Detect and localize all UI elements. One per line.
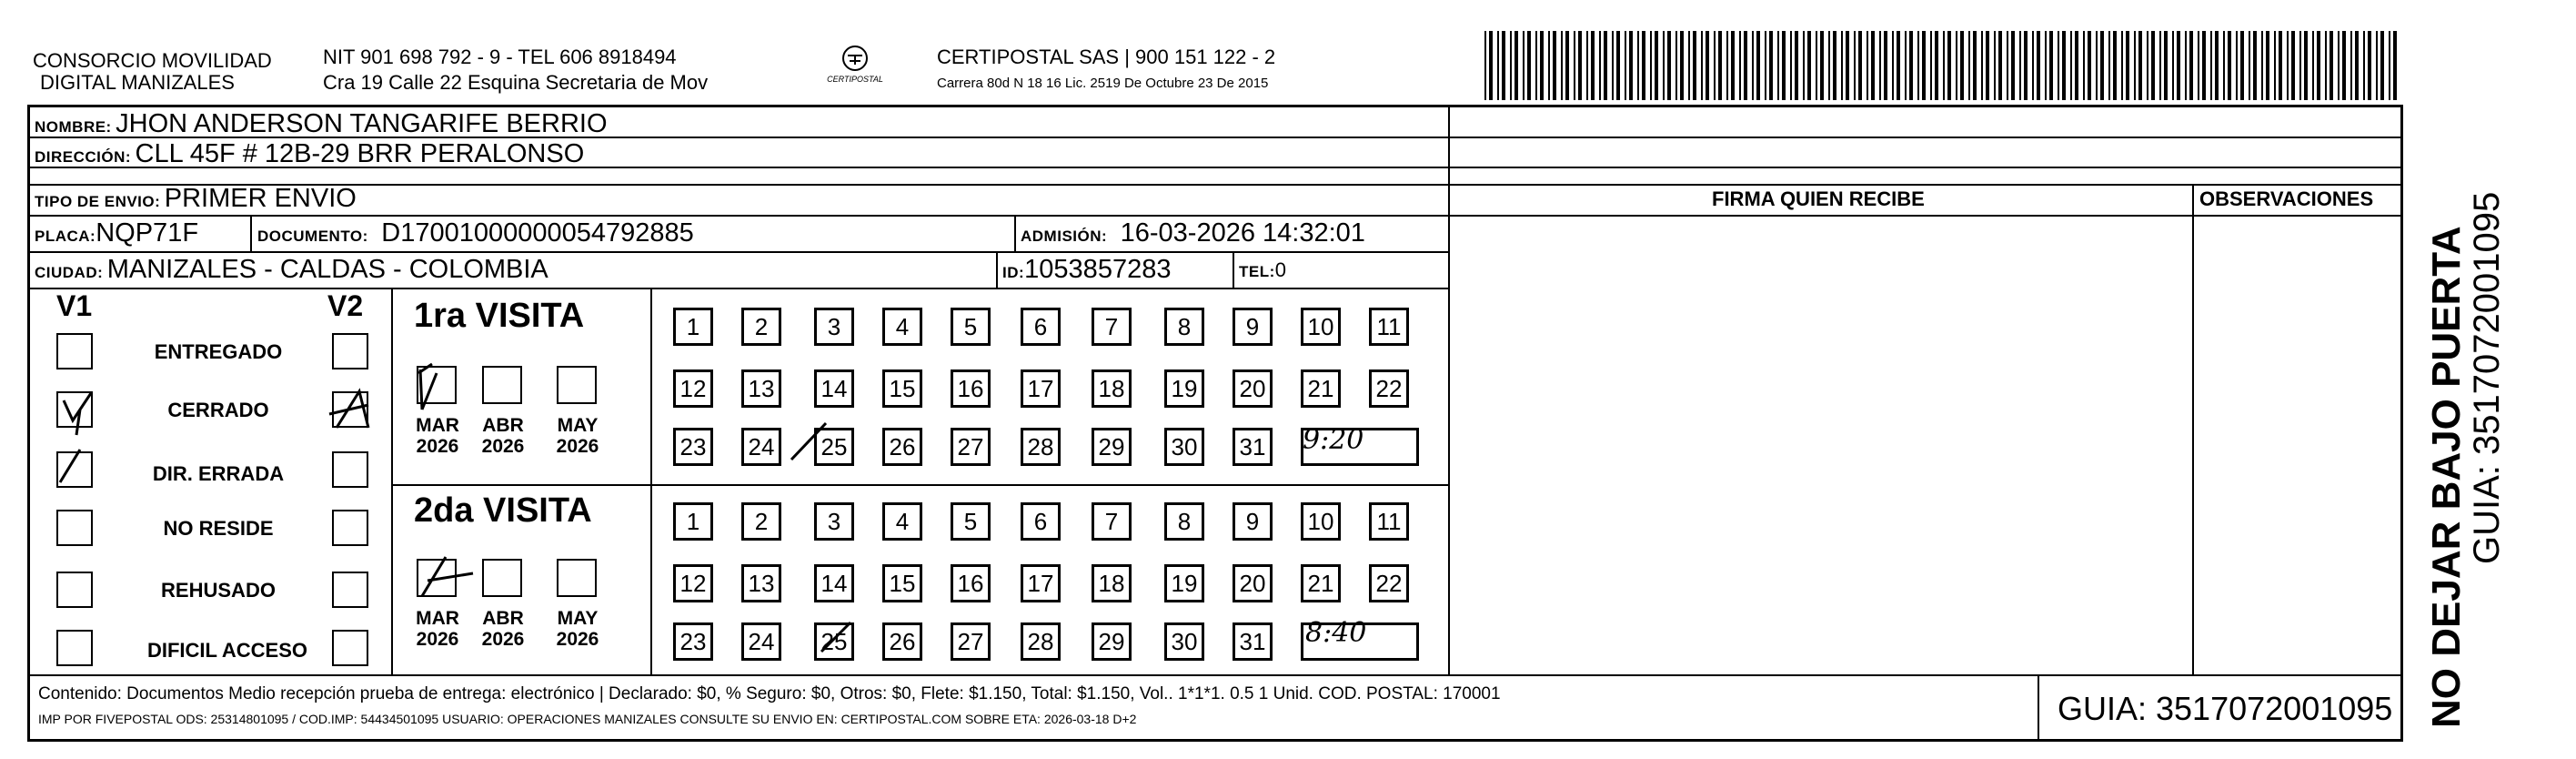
barcode-bar <box>2058 31 2059 100</box>
visit1-day-box[interactable]: 10 <box>1301 308 1341 346</box>
visit1-handwritten-month-mark <box>400 346 473 419</box>
barcode-bar <box>1930 31 1932 100</box>
barcode-bar <box>2215 31 2219 100</box>
barcode-bar <box>2172 31 2174 100</box>
visit2-day-box[interactable]: 20 <box>1233 564 1273 602</box>
id-label: ID: <box>1002 264 1025 281</box>
barcode-bar <box>2164 31 2168 100</box>
barcode-bar <box>1968 31 1970 100</box>
barcode-bar <box>1667 31 1671 100</box>
barcode-bar <box>2380 31 2384 100</box>
visit1-day-box[interactable]: 3 <box>814 308 854 346</box>
barcode-bar <box>2185 31 2187 100</box>
visit2-day-box[interactable]: 24 <box>741 622 781 661</box>
courier-name: CERTIPOSTAL SAS | 900 151 122 - 2 <box>937 46 1276 68</box>
certipostal-logo-icon <box>814 42 896 96</box>
barcode-bar <box>1637 31 1639 100</box>
visit1-day-box[interactable]: 21 <box>1301 369 1341 408</box>
handwritten-status-marks <box>0 0 400 674</box>
barcode-bar <box>2037 31 2040 100</box>
barcode-bar <box>1752 31 1754 100</box>
barcode-bar <box>1714 31 1716 100</box>
barcode-bar <box>1803 31 1805 100</box>
visit2-day-box[interactable]: 16 <box>951 564 991 602</box>
barcode-bar <box>1514 31 1518 100</box>
barcode-bar <box>1718 31 1722 100</box>
ciudad-value: MANIZALES - CALDAS - COLOMBIA <box>106 255 548 284</box>
barcode-bar <box>2138 31 2142 100</box>
barcode-bar <box>1650 31 1652 100</box>
barcode-bar <box>2329 31 2333 100</box>
barcode-bar <box>1807 31 1811 100</box>
barcode-bar <box>1956 31 1957 100</box>
barcode-bar <box>1540 31 1544 100</box>
barcode-bar <box>1680 31 1684 100</box>
visit1-day-box[interactable]: 26 <box>882 428 922 466</box>
barcode-bar <box>1604 31 1607 100</box>
barcode-bar <box>2279 31 2282 100</box>
barcode-bar <box>1871 31 1875 100</box>
visit2-day-box[interactable]: 8 <box>1164 502 1204 541</box>
barcode-bar <box>1523 31 1524 100</box>
barcode-bar <box>1909 31 1913 100</box>
barcode-bar <box>2338 31 2340 100</box>
visit2-month-mar-name: MAR <box>416 608 459 629</box>
visit1-day-box[interactable]: 5 <box>951 308 991 346</box>
barcode-bar <box>2389 31 2390 100</box>
status-rehusado: REHUSADO <box>161 579 276 602</box>
status-cerrado: CERRADO <box>167 399 269 421</box>
barcode-bar <box>1565 31 1569 100</box>
barcode-bar <box>1854 31 1856 100</box>
barcode-bar <box>1502 31 1505 100</box>
visit1-month-abr-name: ABR <box>482 415 524 436</box>
barcode-bar <box>2075 31 2078 100</box>
visit2-day-box[interactable]: 1 <box>673 502 713 541</box>
nombre-value: JHON ANDERSON TANGARIFE BERRIO <box>116 109 608 138</box>
barcode-bar <box>1484 31 1486 100</box>
visit2-day-box[interactable]: 13 <box>741 564 781 602</box>
barcode-bar <box>1994 31 1996 100</box>
barcode-bar <box>1816 31 1817 100</box>
barcode-bar <box>1828 31 1830 100</box>
visit2-day-box[interactable]: 18 <box>1092 564 1132 602</box>
barcode-bar <box>2223 31 2225 100</box>
courier-address: Carrera 80d N 18 16 Lic. 2519 De Octubre 23 De 2015 <box>937 76 1269 91</box>
barcode-bar <box>2121 31 2123 100</box>
barcode-bar <box>2159 31 2161 100</box>
visit1-day-box[interactable]: 30 <box>1164 428 1204 466</box>
visit2-day-box[interactable]: 31 <box>1233 622 1273 661</box>
barcode-bar <box>2083 31 2085 100</box>
footer-guia-number: GUIA: 3517072001095 <box>2058 690 2393 727</box>
visit1-month-may-box[interactable] <box>557 366 597 404</box>
barcode-bar <box>2147 31 2148 100</box>
barcode-bar <box>2096 31 2098 100</box>
visit2-day-box[interactable]: 11 <box>1369 502 1409 541</box>
visit1-day-box[interactable]: 8 <box>1164 308 1204 346</box>
barcode-graphic <box>1484 31 2399 100</box>
direccion-label: DIRECCIÓN: <box>35 148 132 166</box>
admision-field <box>1021 218 1365 248</box>
barcode-bar <box>1897 31 1900 100</box>
barcode-bar <box>1960 31 1964 100</box>
visit2-day-box[interactable]: 6 <box>1021 502 1061 541</box>
barcode-bar <box>1553 31 1556 100</box>
logo-caption: CERTIPOSTAL <box>827 75 883 84</box>
barcode-bar <box>2126 31 2129 100</box>
visit2-handwritten-time: 8:40 <box>1305 617 1367 649</box>
barcode-bar <box>1905 31 1907 100</box>
barcode-bar <box>2312 31 2314 100</box>
visit2-day-box[interactable]: 30 <box>1164 622 1204 661</box>
visit2-day-box[interactable]: 28 <box>1021 622 1061 661</box>
barcode-bar <box>1879 31 1881 100</box>
barcode-bar <box>1527 31 1531 100</box>
id-field <box>1002 255 1171 285</box>
visit1-day-box[interactable]: 27 <box>951 428 991 466</box>
barcode-bar <box>2024 31 2028 100</box>
barcode-bar <box>2100 31 2104 100</box>
barcode-bar <box>1858 31 1862 100</box>
visit1-day-box[interactable]: 15 <box>882 369 922 408</box>
barcode-bar <box>1765 31 1766 100</box>
visit2-month-abr-name: ABR <box>482 608 524 629</box>
barcode-bar <box>1820 31 1824 100</box>
visit1-month-mar <box>409 415 466 457</box>
status-dir-errada: DIR. ERRADA <box>152 462 285 485</box>
visit2-day-box[interactable]: 22 <box>1369 564 1409 602</box>
barcode-bar <box>2177 31 2180 100</box>
barcode-bar <box>1943 31 1945 100</box>
barcode-bar <box>2350 31 2352 100</box>
visit1-day-box[interactable]: 11 <box>1369 308 1409 346</box>
visit2-day-box[interactable]: 26 <box>882 622 922 661</box>
visit1-day-box[interactable]: 24 <box>741 428 781 466</box>
ciudad-label: CIUDAD: <box>35 264 104 281</box>
visit1-day-box[interactable]: 25 <box>814 428 854 466</box>
v1-label: V1 <box>56 289 93 322</box>
footer-contenido: Contenido: Documentos Medio recepción prueba de entrega: electrónico | Declarado: $0, % Seguro: $0, Otros: $0, Flete: $1.150, Total: $1.150, Vol.. 1*1*1. 0.5 1 Unid. COD. POSTAL: 170001 <box>38 684 1501 703</box>
firma-label: FIRMA QUIEN RECIBE <box>1712 187 1925 210</box>
visit2-day-box[interactable]: 12 <box>673 564 713 602</box>
barcode-bar <box>1935 31 1938 100</box>
barcode-bar <box>2299 31 2301 100</box>
barcode-bar <box>2189 31 2193 100</box>
barcode-bar <box>2287 31 2289 100</box>
barcode-bar <box>2274 31 2276 100</box>
address-line: Cra 19 Calle 22 Esquina Secretaria de Mov <box>323 71 709 94</box>
barcode-bar <box>1981 31 1983 100</box>
barcode-bar <box>2108 31 2110 100</box>
documento-label: DOCUMENTO: <box>257 228 368 245</box>
visit1-day-box[interactable]: 29 <box>1092 428 1132 466</box>
barcode-bar <box>1867 31 1868 100</box>
barcode-bar <box>1739 31 1741 100</box>
observaciones-label: OBSERVACIONES <box>2199 187 2374 210</box>
visit2-title: 2da VISITA <box>414 491 592 530</box>
barcode-bar <box>1777 31 1779 100</box>
barcode-bar <box>2266 31 2269 100</box>
visit1-day-box[interactable]: 23 <box>673 428 713 466</box>
barcode-bar <box>1998 31 2002 100</box>
visit2-day-box[interactable]: 14 <box>814 564 854 602</box>
barcode-bar <box>1769 31 1773 100</box>
no-dejar-bajo-puerta: NO DEJAR BAJO PUERTA <box>2424 226 2469 728</box>
barcode-bar <box>2249 31 2250 100</box>
barcode-bar <box>2376 31 2378 100</box>
status-entregado: ENTREGADO <box>154 340 283 363</box>
barcode-bar <box>1922 31 1926 100</box>
barcode-bar <box>1578 31 1582 100</box>
barcode-bar <box>2342 31 2346 100</box>
barcode-bar <box>2240 31 2244 100</box>
visit1-title: 1ra VISITA <box>414 297 585 335</box>
barcode-bar <box>1663 31 1665 100</box>
visit1-day-box[interactable]: 20 <box>1233 369 1273 408</box>
barcode-bar <box>1586 31 1588 100</box>
barcode-bar <box>2236 31 2238 100</box>
visit1-day-box[interactable]: 16 <box>951 369 991 408</box>
barcode-bar <box>2134 31 2136 100</box>
barcode-bar <box>1892 31 1894 100</box>
visit1-month-abr-box[interactable] <box>482 366 522 404</box>
visit1-day-box[interactable]: 7 <box>1092 308 1132 346</box>
barcode-bar <box>1675 31 1677 100</box>
visit2-day-box[interactable]: 15 <box>882 564 922 602</box>
divider-vertical-main <box>1448 105 1450 674</box>
admision-label: ADMISIÓN: <box>1021 228 1108 245</box>
visit1-day-box[interactable]: 18 <box>1092 369 1132 408</box>
barcode-bar <box>1795 31 1798 100</box>
barcode-bar <box>2355 31 2359 100</box>
barcode-bar <box>2363 31 2365 100</box>
barcode-bar <box>1917 31 1919 100</box>
visit1-day-box[interactable]: 28 <box>1021 428 1061 466</box>
tel-value: 0 <box>1274 258 1287 281</box>
visit2-day-box[interactable]: 9 <box>1233 502 1273 541</box>
company-name-line2: DIGITAL MANIZALES <box>40 71 235 94</box>
barcode-bar <box>1591 31 1595 100</box>
barcode-bar <box>2210 31 2212 100</box>
visit1-day-box[interactable]: 6 <box>1021 308 1061 346</box>
documento-value: D17001000000054792885 <box>381 218 694 248</box>
barcode-bar <box>1688 31 1690 100</box>
visit1-month-may-year: 2026 <box>556 436 599 457</box>
barcode-bar <box>1561 31 1563 100</box>
barcode-bar <box>2049 31 2053 100</box>
tipo-envio-label: TIPO DE ENVIO: <box>35 193 161 210</box>
placa-label: PLACA: <box>35 228 96 245</box>
visit2-day-box[interactable]: 3 <box>814 502 854 541</box>
tel-field <box>1239 258 1286 282</box>
barcode-bar <box>2291 31 2295 100</box>
barcode-bar <box>2070 31 2072 100</box>
visit2-day-box[interactable]: 23 <box>673 622 713 661</box>
visit1-day-box[interactable]: 1 <box>673 308 713 346</box>
barcode-bar <box>2032 31 2034 100</box>
visit2-day-box[interactable]: 27 <box>951 622 991 661</box>
visit2-day-box[interactable]: 10 <box>1301 502 1341 541</box>
barcode-bar <box>1574 31 1575 100</box>
visit2-handwritten-day-mark <box>814 615 860 661</box>
nombre-label: NOMBRE: <box>35 118 112 136</box>
barcode-bar <box>2019 31 2021 100</box>
barcode-bar <box>2368 31 2371 100</box>
visit2-day-box[interactable]: 7 <box>1092 502 1132 541</box>
barcode-bar <box>1706 31 1709 100</box>
visit2-day-box[interactable]: 17 <box>1021 564 1061 602</box>
barcode-bar <box>1625 31 1626 100</box>
visit1-month-may <box>549 415 606 457</box>
barcode-bar <box>1726 31 1728 100</box>
barcode-bar <box>1497 31 1499 100</box>
id-value: 1053857283 <box>1024 255 1172 284</box>
barcode-bar <box>1841 31 1843 100</box>
visit2-day-box[interactable]: 19 <box>1164 564 1204 602</box>
barcode <box>1484 31 2399 100</box>
visit2-day-box[interactable]: 5 <box>951 502 991 541</box>
visit1-day-box[interactable]: 22 <box>1369 369 1409 408</box>
barcode-bar <box>1731 31 1735 100</box>
visit1-month-may-name: MAY <box>557 415 599 436</box>
barcode-bar <box>1693 31 1696 100</box>
visit2-day-box[interactable]: 21 <box>1301 564 1341 602</box>
certipostal-logo <box>814 42 896 96</box>
visit2-month-may-name: MAY <box>557 608 599 629</box>
visit1-month-abr-year: 2026 <box>481 436 525 457</box>
barcode-bar <box>2045 31 2047 100</box>
visit1-day-box[interactable]: 4 <box>882 308 922 346</box>
barcode-bar <box>1642 31 1645 100</box>
barcode-bar <box>2317 31 2320 100</box>
nit-line: NIT 901 698 792 - 9 - TEL 606 8918494 <box>323 46 677 68</box>
barcode-bar <box>2113 31 2117 100</box>
barcode-bar <box>1701 31 1703 100</box>
barcode-bar <box>1535 31 1537 100</box>
visit2-day-box[interactable]: 4 <box>882 502 922 541</box>
visit2-month-may <box>549 608 606 650</box>
barcode-bar <box>1599 31 1601 100</box>
barcode-bar <box>2228 31 2231 100</box>
barcode-bar <box>1884 31 1887 100</box>
visit2-day-box[interactable]: 25 <box>814 622 854 661</box>
visit1-day-box[interactable]: 12 <box>673 369 713 408</box>
barcode-bar <box>2253 31 2257 100</box>
barcode-bar <box>1655 31 1658 100</box>
barcode-bar <box>1986 31 1989 100</box>
divider-observaciones <box>2192 184 2194 674</box>
barcode-bar <box>1833 31 1836 100</box>
barcode-bar <box>2198 31 2199 100</box>
barcode-bar <box>1510 31 1512 100</box>
visit1-day-box[interactable]: 17 <box>1021 369 1061 408</box>
visit1-day-box[interactable]: 31 <box>1233 428 1273 466</box>
barcode-bar <box>2062 31 2066 100</box>
placa-value: NQP71F <box>96 218 199 248</box>
side-guia-number: GUIA: 3517072001095 <box>2467 191 2507 564</box>
admision-value: 16-03-2026 14:32:01 <box>1120 218 1365 248</box>
barcode-bar <box>1790 31 1792 100</box>
barcode-bar <box>2151 31 2155 100</box>
visit2-handwritten-month-mark <box>400 546 509 619</box>
visit1-day-box[interactable]: 13 <box>741 369 781 408</box>
barcode-bar <box>1744 31 1747 100</box>
visit1-month-abr <box>475 415 531 457</box>
visit1-day-box[interactable]: 9 <box>1233 308 1273 346</box>
barcode-bar <box>2088 31 2091 100</box>
tipo-envio-value: PRIMER ENVIO <box>164 184 357 213</box>
barcode-bar <box>2202 31 2206 100</box>
visit1-day-box[interactable]: 2 <box>741 308 781 346</box>
barcode-bar <box>2304 31 2308 100</box>
barcode-bar <box>2393 31 2397 100</box>
barcode-bar <box>1756 31 1760 100</box>
direccion-value: CLL 45F # 12B-29 BRR PERALONSO <box>135 139 585 168</box>
visit2-month-abr-year: 2026 <box>481 629 525 650</box>
visit2-day-box[interactable]: 29 <box>1092 622 1132 661</box>
v2-label: V2 <box>327 289 364 322</box>
barcode-bar <box>1612 31 1614 100</box>
barcode-bar <box>2325 31 2327 100</box>
barcode-bar <box>1489 31 1493 100</box>
visit1-handwritten-day-mark <box>782 419 837 473</box>
barcode-bar <box>1846 31 1849 100</box>
visit2-day-box[interactable]: 2 <box>741 502 781 541</box>
barcode-bar <box>2261 31 2263 100</box>
visit1-day-box[interactable]: 19 <box>1164 369 1204 408</box>
barcode-bar <box>2011 31 2015 100</box>
footer-impresion: IMP POR FIVEPOSTAL ODS: 25314801095 / COD.IMP: 54434501095 USUARIO: OPERACIONES MANIZALES CONSULTE SU ENVIO EN: CERTIPOSTAL.COM SOBRE ETA: 2026-03-18 D+2 <box>38 712 1137 726</box>
visit1-month-mar-year: 2026 <box>416 436 459 457</box>
visit1-handwritten-time: 9:20 <box>1303 424 1364 456</box>
company-name-line1: CONSORCIO MOVILIDAD <box>33 49 272 72</box>
visit1-month-mar-name: MAR <box>416 415 459 436</box>
visit2-month-may-year: 2026 <box>556 629 599 650</box>
barcode-bar <box>2007 31 2008 100</box>
barcode-bar <box>1629 31 1633 100</box>
barcode-bar <box>1782 31 1786 100</box>
visit2-month-may-box[interactable] <box>557 559 597 597</box>
visit1-day-box[interactable]: 14 <box>814 369 854 408</box>
barcode-bar <box>1548 31 1550 100</box>
barcode-bar <box>1973 31 1977 100</box>
tel-label: TEL: <box>1239 263 1275 280</box>
visit2-month-mar-year: 2026 <box>416 629 459 650</box>
barcode-bar <box>1947 31 1951 100</box>
barcode-bar <box>1616 31 1620 100</box>
status-no-reside: NO RESIDE <box>163 517 274 540</box>
status-dificil-acceso: DIFICIL ACCESO <box>146 639 307 662</box>
